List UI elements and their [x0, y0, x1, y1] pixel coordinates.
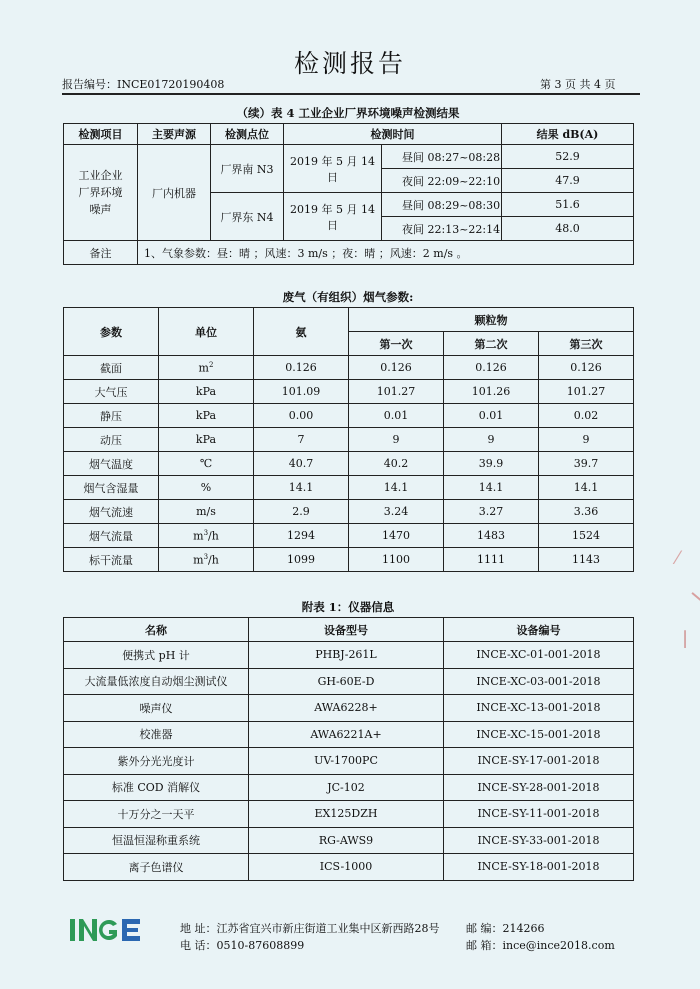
table2-value-cell: 40.2 [349, 452, 444, 476]
table1-result-cell: 47.9 [502, 169, 634, 193]
instrument-id-cell: INCE-XC-01-001-2018 [444, 642, 634, 669]
table2-unit-base: kPa [195, 409, 217, 422]
table2-unit-cell [159, 476, 254, 500]
table3-body [64, 642, 634, 881]
table1-remark-label: 备注 [64, 241, 138, 265]
table1-time-cell: 夜间 22:13~22:14 [382, 217, 502, 241]
table2-row [64, 476, 634, 500]
table2-unit-base: m [198, 361, 209, 375]
table2-value-cell: 101.26 [444, 380, 539, 404]
instrument-model-cell: UV-1700PC [249, 748, 444, 775]
table2-row [64, 548, 634, 572]
table2-header-second: 第二次 [444, 332, 539, 356]
seal-fragment-icon: | [682, 628, 689, 649]
table1-header-time: 检测时间 [284, 124, 502, 145]
table2-value-cell: 101.27 [349, 380, 444, 404]
table2-unit-cell [159, 404, 254, 428]
table2-unit-cell [159, 548, 254, 572]
table1-date-n3: 2019 年 5 月 14 日 [284, 145, 382, 193]
instrument-name-cell: 紫外分光光度计 [64, 748, 249, 775]
table2-value-cell: 2.9 [254, 500, 349, 524]
instrument-name-cell: 标准 COD 消解仪 [64, 774, 249, 801]
table2-unit-base: ℃ [199, 457, 213, 470]
table2-unit-base: m [193, 529, 204, 543]
instrument-name-cell: 十万分之一天平 [64, 801, 249, 828]
table1-result-cell: 48.0 [502, 217, 634, 241]
instrument-name-cell: 离子色谱仪 [64, 854, 249, 881]
table2-value-cell: 14.1 [539, 476, 634, 500]
report-number: 报告编号：INCE01720190408 [62, 78, 225, 91]
instrument-model-cell: EX125DZH [249, 801, 444, 828]
table3-row [64, 801, 634, 828]
table3-header-model: 设备型号 [249, 618, 444, 642]
table2-value-cell: 0.00 [254, 404, 349, 428]
table2-unit-superscript: 2 [208, 360, 214, 369]
table2-unit-cell [159, 380, 254, 404]
table2-unit-cell [159, 524, 254, 548]
phone-label: 电 话： [180, 939, 217, 952]
table3-row [64, 668, 634, 695]
table2-unit-cell [159, 452, 254, 476]
instrument-model-cell: GH-60E-D [249, 668, 444, 695]
table2-value-cell: 1099 [254, 548, 349, 572]
instrument-name-cell: 大流量低浓度自动烟尘测试仪 [64, 668, 249, 695]
table1-point-n4: 厂界东 N4 [211, 193, 284, 241]
table2-param-cell: 大气压 [64, 380, 159, 404]
instrument-name-cell: 噪声仪 [64, 695, 249, 722]
table2-value-cell: 0.01 [444, 404, 539, 428]
postcode-label: 邮 编： [466, 922, 503, 935]
table2-value-cell: 3.27 [444, 500, 539, 524]
table1-date-n4: 2019 年 5 月 14 日 [284, 193, 382, 241]
table2-value-cell: 14.1 [349, 476, 444, 500]
table3-row [64, 721, 634, 748]
table1-source-cell: 厂内机器 [138, 145, 211, 241]
phone-value: 0510-87608899 [216, 939, 305, 952]
table1-header-point: 检测点位 [211, 124, 284, 145]
noise-results-table [63, 123, 634, 265]
table2-row [64, 404, 634, 428]
instrument-model-cell: JC-102 [249, 774, 444, 801]
table2-value-cell: 0.01 [349, 404, 444, 428]
instrument-id-cell: INCE-SY-17-001-2018 [444, 748, 634, 775]
table3-row [64, 748, 634, 775]
table2-value-cell: 3.36 [539, 500, 634, 524]
table2-value-cell: 9 [349, 428, 444, 452]
footer-postcode-line [466, 920, 545, 936]
table2-row [64, 452, 634, 476]
table3-caption: 附表 1：仪器信息 [301, 600, 395, 614]
table2-value-cell: 1294 [254, 524, 349, 548]
table1-caption: （续）表 4 工业企业厂界环境噪声检测结果 [236, 106, 460, 120]
instrument-name-cell: 恒温恒湿称重系统 [64, 827, 249, 854]
table2-header-param: 参数 [64, 308, 159, 356]
table3-row [64, 642, 634, 669]
table2-value-cell: 1143 [539, 548, 634, 572]
header-divider [62, 93, 640, 95]
table2-unit-base: m/s [196, 505, 216, 518]
instrument-model-cell: AWA6221A+ [249, 721, 444, 748]
page-indicator: 第 3 页 共 4 页 [540, 78, 616, 91]
table2-unit-base: kPa [195, 433, 217, 446]
table2-value-cell: 101.09 [254, 380, 349, 404]
table2-header-ammonia: 氨 [254, 308, 349, 356]
table1-time-cell: 昼间 08:27~08:28 [382, 145, 502, 169]
table2-value-cell: 3.24 [349, 500, 444, 524]
table2-param-cell: 截面 [64, 356, 159, 380]
flue-gas-parameters-table [63, 307, 634, 572]
email-value: ince@ince2018.com [502, 939, 615, 952]
table2-value-cell: 101.27 [539, 380, 634, 404]
table2-row [64, 380, 634, 404]
table1-item-text: 工业企业厂界环境噪声 [78, 169, 123, 216]
instrument-id-cell: INCE-SY-28-001-2018 [444, 774, 634, 801]
table2-header-third: 第三次 [539, 332, 634, 356]
table2-unit-cell [159, 356, 254, 380]
seal-fragment-icon: ⁄ [676, 548, 680, 569]
table2-header-particulate: 颗粒物 [349, 308, 634, 332]
table1-result-cell: 52.9 [502, 145, 634, 169]
table2-unit-base: kPa [195, 385, 217, 398]
table2-unit-cell [159, 428, 254, 452]
table2-unit-superscript: 3 [203, 552, 209, 561]
instrument-info-table [63, 617, 634, 881]
table1-header-source: 主要声源 [138, 124, 211, 145]
address-value: 江苏省宜兴市新庄街道工业集中区新西路28号 [216, 922, 440, 935]
table1-header-item: 检测项目 [64, 124, 138, 145]
company-logo [70, 915, 156, 949]
table2-param-cell: 动压 [64, 428, 159, 452]
table3-row [64, 774, 634, 801]
table2-value-cell: 0.02 [539, 404, 634, 428]
table2-value-cell: 1483 [444, 524, 539, 548]
instrument-id-cell: INCE-XC-13-001-2018 [444, 695, 634, 722]
footer-address-line [180, 920, 440, 936]
table2-row [64, 356, 634, 380]
table2-header-unit: 单位 [159, 308, 254, 356]
instrument-model-cell: ICS-1000 [249, 854, 444, 881]
postcode-value: 214266 [502, 922, 545, 935]
footer-phone-line [180, 937, 304, 953]
instrument-name-cell: 校准器 [64, 721, 249, 748]
table2-body [64, 356, 634, 572]
instrument-model-cell: AWA6228+ [249, 695, 444, 722]
table2-value-cell: 39.9 [444, 452, 539, 476]
table2-param-cell: 烟气流速 [64, 500, 159, 524]
table2-unit-base: % [200, 481, 212, 494]
table3-row [64, 854, 634, 881]
table2-param-cell: 烟气含湿量 [64, 476, 159, 500]
table2-header-first: 第一次 [349, 332, 444, 356]
table2-value-cell: 0.126 [254, 356, 349, 380]
table2-param-cell: 标干流量 [64, 548, 159, 572]
seal-fragment-icon [679, 592, 700, 618]
table2-unit-base: m [193, 553, 204, 567]
instrument-name-cell: 便携式 pH 计 [64, 642, 249, 669]
table2-row [64, 428, 634, 452]
table1-header-result: 结果 dB(A) [502, 124, 634, 145]
table2-unit-superscript: 3 [203, 528, 209, 537]
table2-unit-suffix: /h [208, 529, 219, 543]
table2-caption: 废气（有组织）烟气参数: [282, 290, 414, 304]
table2-row [64, 524, 634, 548]
table3-row [64, 695, 634, 722]
address-label: 地 址： [180, 922, 217, 935]
table2-value-cell: 40.7 [254, 452, 349, 476]
table2-param-cell: 静压 [64, 404, 159, 428]
table1-time-cell: 昼间 08:29~08:30 [382, 193, 502, 217]
table2-unit-cell [159, 500, 254, 524]
instrument-id-cell: INCE-SY-18-001-2018 [444, 854, 634, 881]
table2-value-cell: 14.1 [444, 476, 539, 500]
table2-unit-suffix: /h [208, 553, 219, 567]
table2-row [64, 500, 634, 524]
instrument-id-cell: INCE-SY-11-001-2018 [444, 801, 634, 828]
table2-value-cell: 1100 [349, 548, 444, 572]
inge-logo-icon [70, 915, 156, 945]
table2-param-cell: 烟气温度 [64, 452, 159, 476]
table1-item-cell [64, 145, 138, 241]
table2-value-cell: 1111 [444, 548, 539, 572]
table1-point-n3: 厂界南 N3 [211, 145, 284, 193]
table2-value-cell: 0.126 [539, 356, 634, 380]
table2-value-cell: 1470 [349, 524, 444, 548]
table1-remark-text: 1、气象参数：昼：晴 ；风速：3 m/s ；夜：晴 ；风速：2 m/s 。 [138, 241, 634, 265]
table2-value-cell: 14.1 [254, 476, 349, 500]
table2-value-cell: 0.126 [444, 356, 539, 380]
table3-header-name: 名称 [64, 618, 249, 642]
table2-value-cell: 1524 [539, 524, 634, 548]
table2-value-cell: 7 [254, 428, 349, 452]
table3-row [64, 827, 634, 854]
email-label: 邮 箱： [466, 939, 503, 952]
table2-value-cell: 39.7 [539, 452, 634, 476]
page-title: 检测报告 [293, 49, 406, 78]
table2-value-cell: 9 [444, 428, 539, 452]
instrument-id-cell: INCE-SY-33-001-2018 [444, 827, 634, 854]
instrument-model-cell: RG-AWS9 [249, 827, 444, 854]
instrument-id-cell: INCE-XC-03-001-2018 [444, 668, 634, 695]
instrument-model-cell: PHBJ-261L [249, 642, 444, 669]
table1-time-cell: 夜间 22:09~22:10 [382, 169, 502, 193]
table2-value-cell: 9 [539, 428, 634, 452]
footer-email-line [466, 937, 615, 953]
table2-param-cell: 烟气流量 [64, 524, 159, 548]
table2-value-cell: 0.126 [349, 356, 444, 380]
instrument-id-cell: INCE-XC-15-001-2018 [444, 721, 634, 748]
table3-header-id: 设备编号 [444, 618, 634, 642]
table1-result-cell: 51.6 [502, 193, 634, 217]
